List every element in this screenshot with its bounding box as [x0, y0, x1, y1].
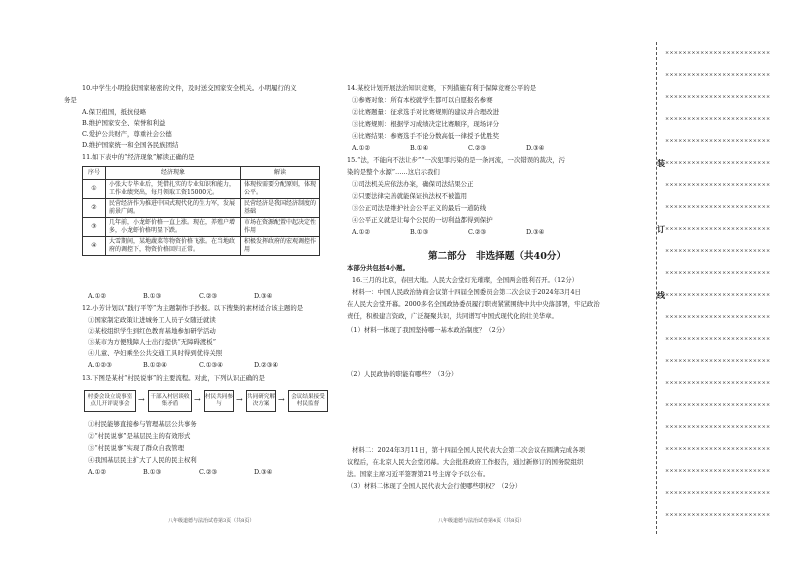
q10-option-d: D.维护国家统一和全国各民族团结 [82, 141, 179, 149]
dotted-answer-line: ×××××××××××××××××××××××× [665, 204, 771, 210]
q15-option-d: D.③④ [526, 228, 545, 236]
q12-option-d: D.②③④ [254, 361, 279, 369]
q14-option-b: B.①④ [410, 144, 429, 152]
q13-option-d: D.③④ [254, 468, 273, 476]
q16-material1-line: 在人民大会堂开幕。2000多名全国政协委员履行职责紧紧围绕中共中央落部署，牢记政治 [347, 300, 600, 308]
q12-item: ②某校组织学生到红色教育基地参加研学活动 [88, 327, 216, 335]
q14-option-a: A.①② [352, 144, 371, 152]
q12-option-a: A.①②③ [88, 361, 112, 369]
table-cell-phenomenon: 小张大专毕业后，凭借扎实的专业知识和能力，工作业绩突出，每月领取工资15000元。 [106, 180, 241, 199]
dotted-answer-line: ×××××××××××××××××××××××× [665, 512, 771, 518]
table-cell-phenomenon: 民营经济作为推进中国式现代化的生力军，发展前景广阔。 [106, 199, 241, 218]
q14-item: ④比赛结果：参赛选手不论分数高低一律授予优胜奖 [352, 132, 499, 140]
arrow-right-icon: → [138, 395, 145, 404]
dotted-answer-line: ×××××××××××××××××××××××× [665, 468, 771, 474]
dotted-answer-line: ×××××××××××××××××××××××× [665, 336, 771, 342]
q16-material2-line: 材料二：2024年3月11日，第十四届全国人民代表大会第二次会议在圆满完成各项 [352, 446, 585, 454]
table-cell-reading: 市场在资源配置中起决定性作用 [241, 218, 320, 237]
q13-item: ②“村民说事”是基层民主的有效形式 [88, 432, 191, 440]
dotted-answer-line: ×××××××××××××××××××××××× [665, 314, 771, 320]
dotted-answer-line: ×××××××××××××××××××××××× [665, 116, 771, 122]
q12-item: ③某市为方便残障人士出行提供“无障碍渡板” [88, 338, 216, 346]
q13-stem: 13.下图是某村“村民说事”的主要流程。对此，下列认识正确的是 [82, 374, 265, 382]
q12-option-b: B.①②④ [143, 361, 167, 369]
dotted-answer-line: ×××××××××××××××××××××××× [665, 94, 771, 100]
q15-option-c: C.②③ [468, 228, 487, 236]
dotted-answer-line: ×××××××××××××××××××××××× [665, 490, 771, 496]
q15-item: ②只要法律完善就能保证执法权不被滥用 [352, 192, 468, 200]
flow-step: 干部入村居谈收集矛盾 [148, 390, 192, 412]
dotted-answer-line: ×××××××××××××××××××××××× [665, 72, 771, 78]
dotted-answer-line: ×××××××××××××××××××××××× [665, 402, 771, 408]
q11-option-a: A.①② [88, 292, 107, 300]
q15-stem-line1: 15.“法，不能向不法让步”“一次犯罪污染的是一条河流，一次错误的裁决，污 [347, 156, 566, 164]
dotted-answer-line: ×××××××××××××××××××××××× [665, 358, 771, 364]
flow-step: 村委会设立说事室点儿开评说事会 [84, 390, 136, 412]
q11-option-d: D.③④ [254, 292, 273, 300]
q12-item: ①国家制定政策让进城务工人员子女随迁就读 [88, 316, 216, 324]
q11-option-b: B.①③ [143, 292, 162, 300]
table-header: 解读 [241, 167, 320, 180]
flow-step: 村民共同参与 [204, 390, 234, 412]
table-row [83, 199, 320, 218]
flow-step: 共同研究解决方案 [246, 390, 276, 412]
table-row [83, 180, 320, 199]
arrow-right-icon: → [236, 395, 243, 404]
q14-item: ①参赛对象：所有本校就学生都可以自愿报名参赛 [352, 96, 493, 104]
dotted-answer-line: ×××××××××××××××××××××××× [665, 160, 771, 166]
dotted-answer-line: ×××××××××××××××××××××××× [665, 446, 771, 452]
table-cell-reading: 民营经济是我国经济制度的基础 [241, 199, 320, 218]
dotted-answer-line: ×××××××××××××××××××××××× [665, 270, 771, 276]
q10-stem-line2: 务是 [64, 96, 77, 104]
arrow-right-icon: → [278, 395, 285, 404]
table-cell-num: ① [83, 180, 106, 199]
q12-stem: 12.小芳计划以“践行平等”为主题制作手抄报。以下搜集的素材适合该主题的是 [82, 304, 304, 312]
dotted-answer-line: ×××××××××××××××××××××××× [665, 182, 771, 188]
q14-item: ③比赛规则：根据学习成绩决定比赛顺序，现场评分 [352, 120, 499, 128]
binding-mark: 装 [657, 158, 665, 168]
q15-item: ①司法机关应依法办案，确保司法结果公正 [352, 180, 474, 188]
q11-option-c: C.②③ [199, 292, 218, 300]
q16-material2-line: 法。国家主席习近平签署第21号主席令予以公布。 [347, 470, 490, 478]
page-footer-right: 八年级道德与法治试卷第4页（共8页） [438, 518, 525, 524]
arrow-right-icon: → [194, 395, 201, 404]
table-cell-phenomenon: 几年前，小龙虾价格一直上涨。现在，养殖户增多，小龙虾价格明显下跌。 [106, 218, 241, 237]
q10-option-a: A.保卫祖国，抵抗侵略 [82, 108, 147, 116]
part-two-title: 第二部分 非选择题（共40分） [428, 251, 567, 262]
q12-item: ④儿童、孕妇乘坐公共交通工具时得到优待关照 [88, 349, 223, 357]
q15-option-a: A.①② [352, 228, 371, 236]
dotted-answer-line: ×××××××××××××××××××××××× [665, 380, 771, 386]
table-header: 经济现象 [106, 167, 241, 180]
table-header: 序号 [83, 167, 106, 180]
q16-subquestion-2: （2）人民政协的职能有哪些？（3分） [347, 370, 458, 378]
dotted-answer-line: ×××××××××××××××××××××××× [665, 292, 771, 298]
q16-material1-line: 材料一：中国人民政治协商会议第十四届全国委员会第二次会议于2024年3月4日 [352, 288, 581, 296]
flow-step: 会议结果接受村民监督 [288, 390, 328, 412]
table-cell-reading: 体现按需要分配原则，体现公平。 [241, 180, 320, 199]
q14-option-d: D.③④ [526, 144, 545, 152]
q14-stem: 14.某校计划开展法治知识竞赛，下列措施有利于保障竞赛公平的是 [347, 84, 537, 92]
q15-item: ④公平正义就是让每个公民的一切利益都得到保护 [352, 216, 493, 224]
q10-option-b: B.维护国家安全、荣誉和利益 [82, 119, 166, 127]
table-cell-num: ③ [83, 218, 106, 237]
table-cell-reading: 积极发挥政府的宏观调控作用 [241, 237, 320, 256]
dotted-answer-line: ×××××××××××××××××××××××× [665, 226, 771, 232]
q16-material1-line: 责任，积极建言资政，广泛凝聚共识，共同谱写中国式现代化的壮美华章。 [347, 312, 558, 320]
q13-item: ④我国基层民主扩大了人民的民主权利 [88, 456, 197, 464]
table-row [83, 237, 320, 256]
dotted-answer-line: ×××××××××××××××××××××××× [665, 138, 771, 144]
q16-subquestion-1: （1）材料一体现了我国坚持哪一基本政治制度？（2分） [347, 326, 509, 334]
binding-line [656, 42, 657, 534]
part-two-note: 本部分共包括4小题。 [347, 264, 409, 272]
table-cell-phenomenon: 大雪期间，某地蔬菜等物资价格飞涨。在当地政府的调控下，物资价格回归正常。 [106, 237, 241, 256]
binding-mark: 线 [657, 290, 665, 300]
q16-intro: 16.三月的北京，春回大地。人民大会堂灯光璀璨，全国两会胜利召开。（12分） [352, 276, 578, 284]
dotted-answer-line: ×××××××××××××××××××××××× [665, 50, 771, 56]
dotted-answer-line: ×××××××××××××××××××××××× [665, 248, 771, 254]
dotted-answer-line: ×××××××××××××××××××××××× [665, 424, 771, 430]
q16-material2-line: 议程后，在北京人民大会堂闭幕。大会批准政府工作报告，通过新修订的国务院组织 [347, 458, 584, 466]
q13-item: ①村民能够直接参与管理基层公共事务 [88, 420, 197, 428]
q13-option-c: C.②③ [199, 468, 218, 476]
q11-stem: 11.如下表中的“经济现象”解读正确的是 [82, 153, 195, 161]
q10-stem-line1: 10.中学生小明捡获国家秘密的文件，及时送交国家安全机关。小明履行的义 [82, 84, 297, 92]
q15-item: ③公正司法是维护社会公平正义的最后一道防线 [352, 204, 487, 212]
table-cell-num: ④ [83, 237, 106, 256]
table-header-row [83, 167, 320, 180]
q12-option-c: C.①③④ [199, 361, 223, 369]
table-cell-num: ② [83, 199, 106, 218]
q16-subquestion-3: （3）材料二体现了全国人民代表大会行使哪些职权？（2分） [347, 482, 522, 490]
q14-option-c: C.②③ [468, 144, 487, 152]
q10-option-c: C.爱护公共财产，尊重社会公德 [82, 130, 172, 138]
q13-item: ③“村民说事”实现了群众自我管理 [88, 444, 185, 452]
page-footer-left: 八年级道德与法治试卷第3页（共8页） [168, 518, 255, 524]
table-row [83, 218, 320, 237]
q13-option-a: A.①② [88, 468, 107, 476]
q15-stem-line2: 染的是整个水源”……这启示我们 [347, 168, 440, 176]
economic-phenomena-table [82, 166, 320, 256]
q14-item: ②比赛题量：征求选手对比赛规则的建议并合理改进 [352, 108, 499, 116]
q13-option-b: B.①③ [143, 468, 162, 476]
q15-option-b: B.①③ [410, 228, 429, 236]
binding-mark: 订 [657, 224, 665, 234]
